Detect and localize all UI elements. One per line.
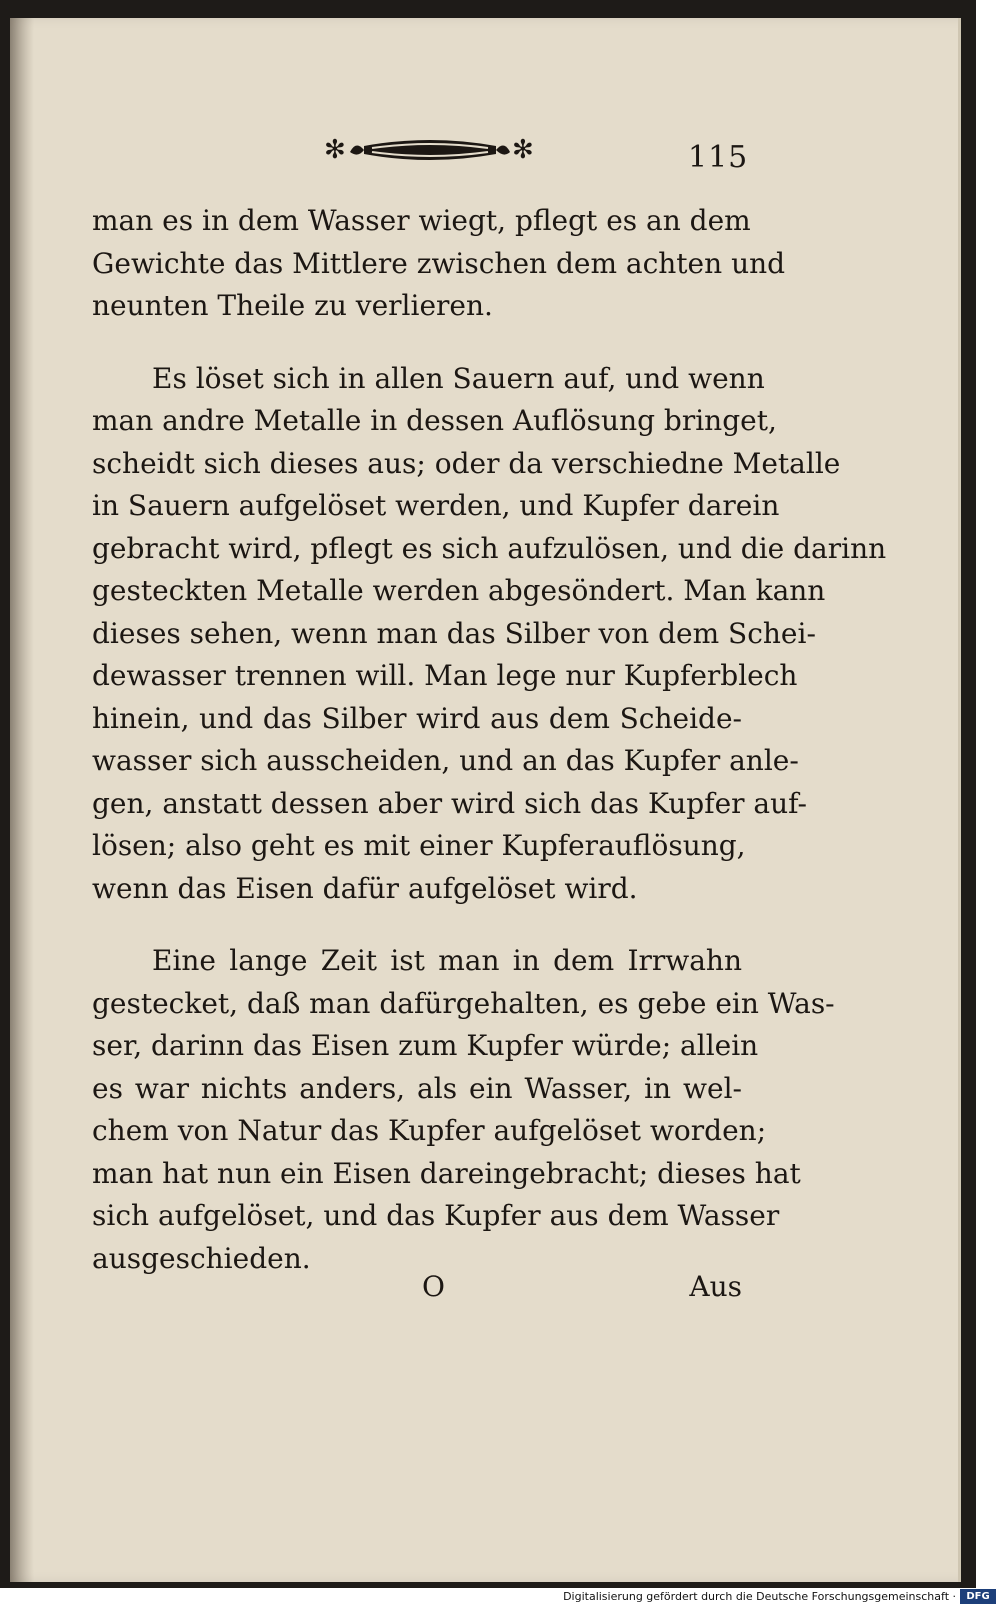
text-line: sich aufgelöset, und das Kupfer aus dem Wasser xyxy=(92,1199,780,1232)
text-line: es war nichts anders, als ein Wasser, in wel- xyxy=(92,1071,742,1105)
svg-text:✻: ✻ xyxy=(324,135,346,165)
text-line: gen, anstatt dessen aber wird sich das Kupfer auf- xyxy=(92,786,807,820)
text-line: gesteckten Metalle werden abgesöndert. Man kann xyxy=(92,574,826,607)
text-line: dieses sehen, wenn man das Silber von dem Schei- xyxy=(92,616,816,650)
text-line: Gewichte das Mittlere zwischen dem achten und xyxy=(92,246,786,280)
paragraph-2 xyxy=(92,358,887,911)
paragraph-1 xyxy=(92,200,786,328)
text-line: wenn das Eisen dafür aufgelöset wird. xyxy=(92,871,638,905)
body-text xyxy=(92,200,887,1280)
funding-credit: Digitalisierung gefördert durch die Deutsche Forschungsgemeinschaft · xyxy=(563,1590,956,1603)
spine-shadow xyxy=(10,18,34,1582)
text-line: man hat nun ein Eisen dareingebracht; dieses hat xyxy=(92,1156,801,1190)
text-line: man andre Metalle in dessen Auflösung bringet, xyxy=(92,404,777,437)
text-line: gebracht wird, pflegt es sich aufzulösen, und die darinn xyxy=(92,531,887,565)
text-line: Eine lange Zeit ist man in dem Irrwahn xyxy=(152,944,742,977)
text-line: man es in dem Wasser wiegt, pflegt es an dem xyxy=(92,204,751,237)
dfg-logo: DFG xyxy=(960,1589,996,1604)
signature-mark: O xyxy=(422,1270,445,1303)
printers-ornament xyxy=(320,130,540,170)
catchword: Aus xyxy=(689,1270,742,1303)
text-line: lösen; also geht es mit einer Kupferauflösung, xyxy=(92,829,746,862)
text-line: hinein, und das Silber wird aus dem Scheide- xyxy=(92,701,742,735)
text-line: gestecket, daß man dafürgehalten, es gebe ein Was- xyxy=(92,986,835,1020)
text-line: scheidt sich dieses aus; oder da verschiedne Metalle xyxy=(92,446,841,480)
text-line: Es löset sich in allen Sauern auf, und wenn xyxy=(152,361,765,395)
text-line: in Sauern aufgelöset werden, und Kupfer darein xyxy=(92,489,780,522)
svg-text:✻: ✻ xyxy=(512,135,534,165)
text-line: neunten Theile zu verlieren. xyxy=(92,289,493,322)
text-line: dewasser trennen will. Man lege nur Kupferblech xyxy=(92,659,798,692)
text-line: chem von Natur das Kupfer aufgelöset worden; xyxy=(92,1114,767,1147)
text-line: wasser sich ausscheiden, und an das Kupfer anle- xyxy=(92,744,799,777)
text-line: ausgeschieden. xyxy=(92,1241,311,1275)
text-line: ser, darinn das Eisen zum Kupfer würde; allein xyxy=(92,1029,759,1062)
page-footer xyxy=(92,1270,742,1312)
page-number: 115 xyxy=(688,140,749,175)
credit-bar xyxy=(0,1588,1000,1606)
paragraph-3 xyxy=(92,940,835,1280)
